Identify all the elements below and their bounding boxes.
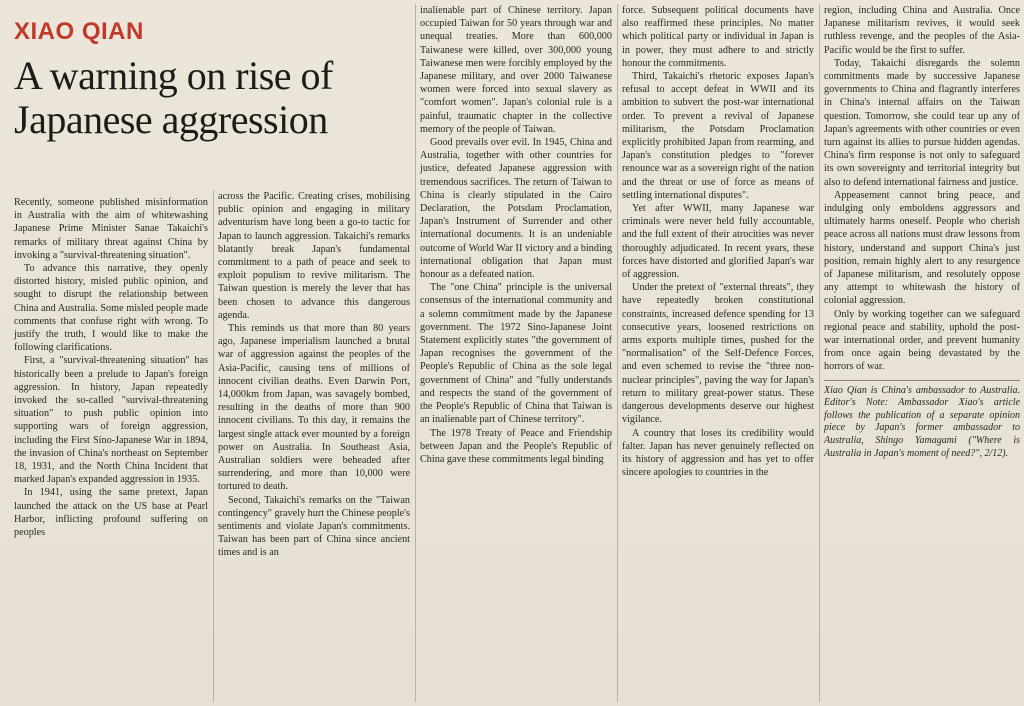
paragraph: First, a "survival-threatening situation" has historically been a prelude to Japan's foreign aggression. In history, Japan repeatedly invoked the so-called "survival-threatening situation" to push public opinion into supporting wars of foreign aggression, including the First Sino-Japanese War in 1894, the invasion of China's northeast on September 18, 1931, and the North China Incident that marked Japan's expanded aggression in 1935.	[14, 355, 208, 486]
column-rule	[617, 4, 618, 702]
divider	[824, 380, 1020, 381]
paragraph: force. Subsequent political documents have also reaffirmed these principles. No matter which political party or individual in Japan is in power, they must adhere to and strictly honour the commitments.	[622, 5, 814, 69]
paragraph: inalienable part of Chinese territory. Japan occupied Taiwan for 50 years through war and unequal treaties. More than 600,000 Taiwanese were killed, over 300,000 young Taiwanese men were forcibly employed by the Japanese military, and over 2000 Taiwanese women were forced into sexual slavery as "comfort women". Japan's colonial rule is a painful, traumatic chapter in the collective memory of the people of Taiwan.	[420, 5, 612, 135]
paragraph: This reminds us that more than 80 years ago, Japanese imperialism launched a brutal war of aggression against the peoples of the Asia-Pacific, causing tens of millions of innocent civilian deaths. Even Darwin Port, 14,000km from Japan, was savagely bombed, resulting in the deaths of more than 900 innocent civilians. To this day, it remains the largest single attack ever mounted by a foreign power on Australia. In Southeast Asia, Australian soldiers were beheaded after surrendering, and more than 10,000 were tortured to death.	[218, 323, 410, 493]
paragraph: Only by working together can we safeguard regional peace and stability, uphold the post-war international order, and prevent humanity from once again being devastated by the horrors of war.	[824, 308, 1020, 373]
column-rule	[819, 4, 820, 702]
paragraph: Good prevails over evil. In 1945, China and Australia, together with other countries for justice, defeated Japanese aggression with tremendous sacrifices. The return of Taiwan to China is clearly stipulated in the Cairo Declaration, the Potsdam Proclamation, Japan's Instrument of Surrender and other international documents. It is an undeniable outcome of World War II victory and a binding international obligation that Japan must honour as a defeated nation.	[420, 137, 612, 281]
article-headline: A warning on rise of Japanese aggression	[14, 53, 333, 142]
author-byline: XIAO QIAN	[14, 18, 144, 45]
article-column-5	[824, 4, 1020, 701]
author-note: Xiao Qian is China's ambassador to Australia. Editor's Note: Ambassador Xiao's article follows the publication of a separate opinion piece by Japan's former ambassador to Australia, Shingo Yamagami ("Where is Australia in Japan's moment of need?", 2/12).	[824, 384, 1020, 459]
paragraph: Recently, someone published misinformation in Australia with the aim of whitewashing Japanese Prime Minister Sanae Takaichi's remarks of military threat against China by invoking a "survival-threatening situation".	[14, 197, 208, 261]
paragraph: To advance this narrative, they openly distorted history, misled public opinion, and sought to disrupt the relationship between China and Australia. Some misled people made comments that confuse right with wrong. To justify the truth, I would like to make the following clarifications.	[14, 263, 208, 354]
paragraph: Second, Takaichi's remarks on the "Taiwan contingency" gravely hurt the Chinese people's sentiments and violate Japan's commitments. Taiwan has been part of China since ancient times and is an	[218, 494, 410, 559]
paragraph: Under the pretext of "external threats", they have repeatedly broken constitutional constraints, increased defence spending for 13 consecutive years, loosened restrictions on arms exports multiple times, pushed for the "normalisation" of the Self-Defence Forces, and even schemed to revise the "three non-nuclear principles", paving the way for Japan's return to military great-power status. These dangerous developments deserve our highest vigilance.	[622, 282, 814, 426]
paragraph: across the Pacific. Creating crises, mobilising public opinion and engaging in military adventurism have long been a go-to tactic for Japan to launch aggression. Takaichi's remarks blatantly break Japan's fundamental commitment to a path of peace and seek to exploit populism to revive militarism. The Taiwan question is merely the lever that has been chosen to advance this dangerous agenda.	[218, 191, 410, 321]
paragraph: Today, Takaichi disregards the solemn commitments made by successive Japanese governments to China and flagrantly interferes in China's internal affairs on the Taiwan question. Tomorrow, she could tear up any of Japan's agreements with other countries or even turn against its allies to pursue hidden agendas. China's firm response is not only to safeguard its own sovereignty and territorial integrity but also to defend international fairness and justice.	[824, 57, 1020, 188]
paragraph: In 1941, using the same pretext, Japan launched the attack on the US base at Pearl Harbor, inflicting profound suffering on peoples	[14, 487, 208, 539]
paragraph: Yet after WWII, many Japanese war criminals were never held fully accountable, and the full extent of their atrocities was never thoroughly adjudicated. In recent years, these forces have distorted and glorified Japan's war of aggression.	[622, 203, 814, 281]
article-column-1	[14, 196, 208, 701]
article-column-4	[622, 4, 814, 701]
paragraph: A country that loses its credibility would falter. Japan has never genuinely reflected on its history of aggression and has yet to offer sincere apologies to countries in the	[622, 427, 814, 479]
paragraph: The "one China" principle is the universal consensus of the international community and a solemn commitment made by the Japanese government. The 1972 Sino-Japanese Joint Statement explicitly states "the government of Japan recognises the government of the People's Republic of China as the sole legal government of China" and "fully understands and respects the stand of the government of the People's Republic of China that Taiwan is an inalienable part of Chinese territory".	[420, 282, 612, 426]
paragraph: region, including China and Australia. Once Japanese militarism revives, it would seek ruthless revenge, and the peoples of the Asia-Pacific would be the first to suffer.	[824, 5, 1020, 56]
column-rule	[415, 4, 416, 702]
column-rule	[213, 190, 214, 702]
paragraph: Third, Takaichi's rhetoric exposes Japan's refusal to accept defeat in WWII and its ambition to subvert the post-war international order. To prevent a revival of Japanese militarism, the Potsdam Proclamation explicitly prohibited Japan from rearming, and Japan's constitution pledges to "forever renounce war as a sovereign right of the nation and the threat or use of force as means of settling international disputes".	[622, 71, 814, 201]
paragraph: The 1978 Treaty of Peace and Friendship between Japan and the People's Republic of China gave these commitments legal binding	[420, 427, 612, 465]
article-column-2	[218, 190, 410, 701]
article-column-3	[420, 4, 612, 701]
paragraph: Appeasement cannot bring peace, and indulging only emboldens aggressors and ultimately harms oneself. People who cherish peace across all nations must draw lessons from history, understand and support China's just position, remain highly alert to any resurgence of Japanese militarism, and resolutely oppose any attempt to whitewash the history of colonial aggression.	[824, 189, 1020, 307]
